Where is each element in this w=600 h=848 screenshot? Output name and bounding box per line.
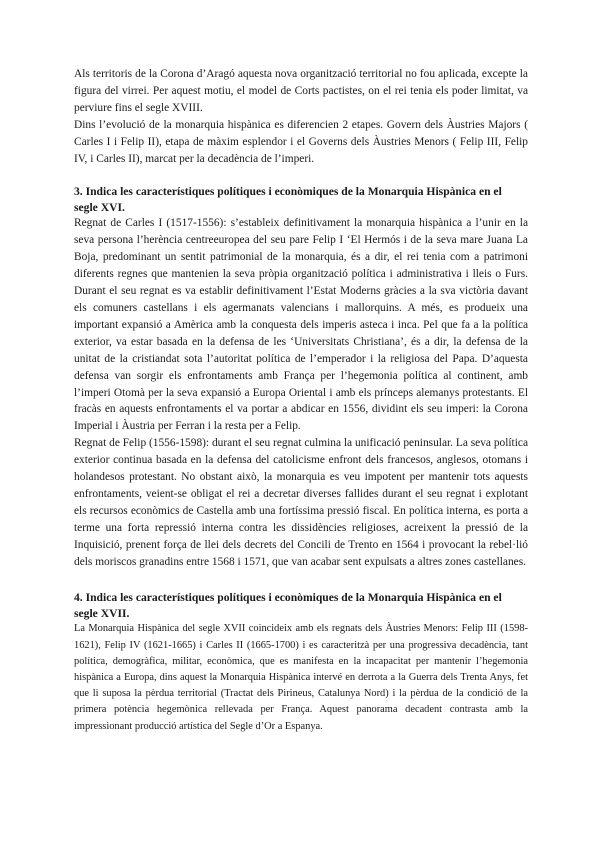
section-spacer [74,570,528,590]
section-4-heading: 4. Indica les característiques polítiques i econòmiques de la Monarquia Hispànica en el segle XVII. [74,591,502,620]
section-3-paragraph-carles: Regnat de Carles I (1517-1556): s’estableix definitivament la monarquia hispànica a l’unir en la seva persona l’herència centreeuropea del seu pare Felip I ‘El Hermós i de la seva mare Juana La Boja, predominant un sentit patrimonial de la monarquia, és a dir, el rei tenia com a patrimoni diferents regnes que mantenien la seva pròpia organització política i administrativa i lleis o Furs. Durant el seu regnat es va establir definitivament l’Estat Moderns gràcies a la sva victòria davant els comuners castellans i els agermanats valencians i mallorquins. A més, es produeix una important expansió a Amèrica amb la conquesta dels imperis asteca i inca. Pel que fa a la política exterior, va estar basada en la defensa de les ‘Universitats Christiana’, és a dir, la defensa de la unitat de la cristiandat sota l’autoritat política de l’emperador i la religiosa del Papa. D’aquesta defensa van sorgir els enfrontaments amb França per l’hegemonia política al continent, amb l’imperi Otomà per la seva expansió a Europa Oriental i amb els prínceps alemanys protestants. El fracàs en aquests enfrontaments el va portar a abdicar en 1556, dividint els seu imperi: la Corona Imperial i Àustria per Ferran i la resta per a Felip. [74,217,528,433]
document-page [74,66,528,735]
intro-paragraph-2: Dins l’evolució de la monarquia hispànica es diferencien 2 etapes. Govern dels Àustries Majors ( Carles I i Felip II), etapa de màxim esplendor i el Governs dels Àustries Menors ( Felip III, Felip IV, i Carles II), marcat per la decadència de l’imperi. [74,118,528,165]
section-3-heading: 3. Indica les característiques polítiques i econòmiques de la Monarquia Hispànica en el segle XVI. [74,185,502,214]
section-3-paragraph-felip: Regnat de Felip (1556-1598): durant el seu regnat culmina la unificació peninsular. La seva política exterior continua basada en la defensa del catolicisme enfront dels francesos, anglesos, otomans i holandesos protestant. No obstant això, la monarquia es veu impotent per mantenir tots aquests enfrontaments, veient-se obligat el rei a decretar diverses fallides durant el seu regnat i explotant els recursos econòmics de Castella amb una fortíssima pressió fiscal. En política interna, es porta a terme una forta repressió interna contra les dissidències religioses, acreixent la pressió de la Inquisició, prenent força de llei dels decrets del Concili de Trento en 1564 i provocant la rebel·lió dels moriscos granadins entre 1568 i 1571, que van acabar sent expulsats a altres zones castellanes. [74,437,528,568]
section-spacer [74,167,528,184]
intro-paragraph-1: Als territoris de la Corona d’Aragó aquesta nova organització territorial no fou aplicada, excepte la figura del virrei. Per aquest motiu, el model de Corts pactistes, on el rei tenia els poder limitat, va perviure fins el segle XVIII. [74,68,528,114]
section-4-paragraph: La Monarquia Hispànica del segle XVII coincideix amb els regnats dels Àustries Menors: Felip III (1598-1621), Felip IV (1621-1665) i Carles II (1665-1700) i es caracteritzà per una progressiva decadència, tant política, demogràfica, militar, econòmica, que es manifesta en la incapacitat per mantenir l’hegemonia hispànica a Europa, dins aquest la Monarquia Hispànica intervé en derrota a la Guerra dels Trenta Anys, fet que li suposa la pèrdua territorial (Tractat dels Pirineus, Catalunya Nord) i la pèrdua de la condició de la primera potència hegemònica rellevada per França. Aquest panorama decadent contrasta amb la impressionant producció artística del Segle d’Or a Espanya. [74,623,528,732]
